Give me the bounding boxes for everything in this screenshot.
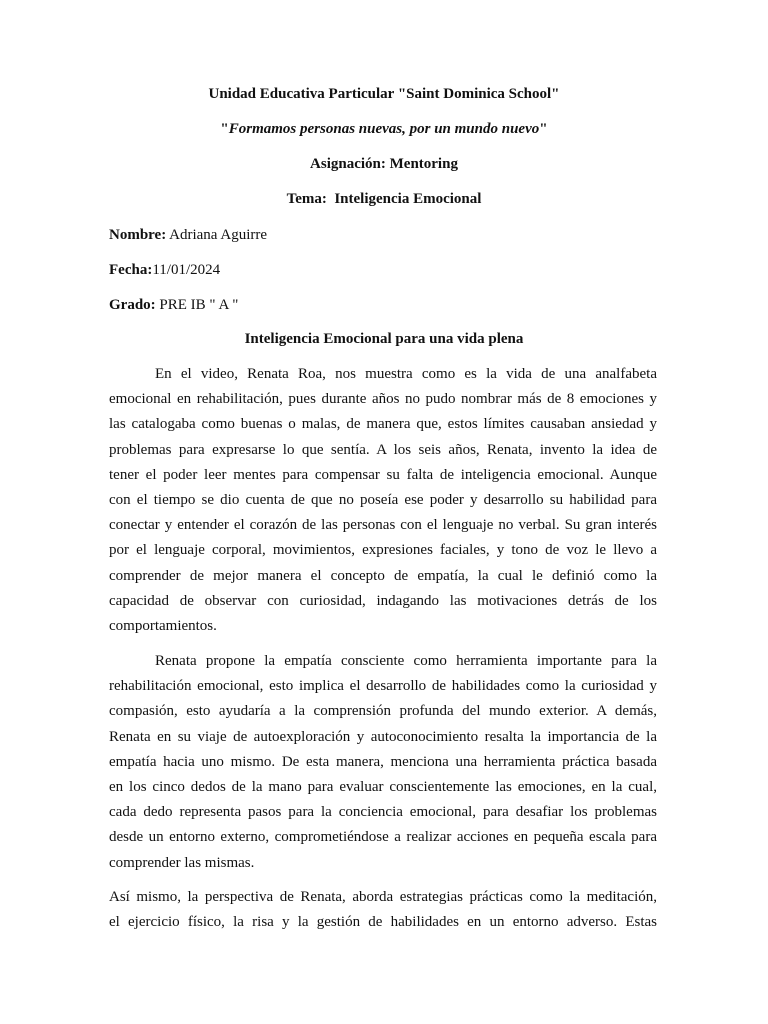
assignment-line bbox=[0, 156, 768, 173]
grade-field bbox=[109, 297, 238, 314]
grade-value: PRE IB " A " bbox=[159, 297, 239, 313]
paragraph-line: compasión, esto ayudaría a la comprensión profunda del mundo exterior. A demás, bbox=[109, 703, 657, 720]
paragraph-line: cada dedo representa pasos para la conciencia emocional, para desafiar los problemas bbox=[109, 804, 657, 821]
paragraph-line: comprender de mejor manera el concepto de empatía, la cual le definió como la bbox=[109, 567, 657, 584]
paragraph-line: Renata propone la empatía consciente como herramienta importante para la bbox=[155, 653, 657, 669]
name-value: Adriana Aguirre bbox=[169, 227, 268, 243]
paragraph-line: rehabilitación emocional, esto implica el desarrollo de habilidades como la curiosidad y bbox=[109, 678, 657, 695]
paragraph-3 bbox=[109, 885, 657, 935]
paragraph-line: en los cinco dedos de la mano para evaluar conscientemente las emociones, en la cual, bbox=[109, 778, 657, 795]
date-field bbox=[109, 262, 220, 279]
date-label: Fecha: bbox=[109, 262, 153, 278]
name-field bbox=[109, 227, 267, 244]
paragraph-line: tener el poder leer mentes para compensar su falta de inteligencia emocional. Aunque bbox=[109, 466, 657, 483]
paragraph-line: las catalogaba como buenas o malas, de manera que, estos límites causaban ansiedad y bbox=[109, 416, 657, 433]
topic-label: Tema: bbox=[286, 191, 327, 207]
paragraph-line: con el tiempo se dio cuenta de que no poseía ese poder y desarrollo su habilidad para bbox=[109, 491, 657, 508]
paragraph-line: desde un entorno externo, comprometiéndose a realizar acciones en pequeña escala para bbox=[109, 829, 657, 846]
grade-label: Grado: bbox=[109, 297, 156, 313]
school-motto bbox=[0, 121, 768, 138]
paragraph-line: En el video, Renata Roa, nos muestra como es la vida de una analfabeta bbox=[155, 366, 657, 382]
motto-open-quote: " bbox=[220, 121, 229, 137]
paragraph-2 bbox=[109, 649, 657, 876]
name-label: Nombre: bbox=[109, 227, 167, 243]
assignment-label: Asignación: bbox=[310, 156, 386, 172]
essay-title: Inteligencia Emocional para una vida plena bbox=[244, 331, 524, 347]
paragraph-line: Renata en su viaje de autoexploración y autoconocimiento resalta la importancia de la bbox=[109, 728, 657, 745]
paragraph-line: capacidad de observar con curiosidad, indagando las motivaciones detrás de los bbox=[109, 592, 657, 609]
paragraph-line: comprender las mismas. bbox=[109, 854, 255, 871]
date-value: 11/01/2024 bbox=[152, 262, 221, 278]
paragraph-line: problemas para expresarse lo que sentía. A los seis años, Renata, invento la idea de bbox=[109, 441, 657, 458]
motto-text: Formamos personas nuevas, por un mundo nuevo bbox=[228, 121, 540, 137]
paragraph-line: por el lenguaje corporal, movimientos, expresiones faciales, y tono de voz le llevo a bbox=[109, 542, 657, 559]
paragraph-line: emocional en rehabilitación, pues durante años no pudo nombrar más de 8 emociones y bbox=[109, 391, 657, 408]
paragraph-line: empatía hacia uno mismo. De esta manera, menciona una herramienta práctica basada bbox=[109, 753, 657, 770]
topic-value: Inteligencia Emocional bbox=[334, 191, 482, 207]
paragraph-line: conectar y entender el corazón de las personas con el lenguaje no verbal. Su gran interés bbox=[109, 517, 657, 534]
paragraph-line: el ejercicio físico, la risa y la gestión de habilidades en un entorno adverso. Estas bbox=[109, 914, 657, 931]
school-name: Unidad Educativa Particular "Saint Dominica School" bbox=[208, 86, 560, 102]
paragraph-line: comportamientos. bbox=[109, 617, 217, 634]
paragraph-line: Así mismo, la perspectiva de Renata, aborda estrategias prácticas como la meditación, bbox=[109, 889, 657, 905]
paragraph-1 bbox=[109, 362, 657, 639]
assignment-value: Mentoring bbox=[389, 156, 458, 172]
motto-close-quote: " bbox=[539, 121, 548, 137]
topic-line bbox=[0, 191, 768, 208]
